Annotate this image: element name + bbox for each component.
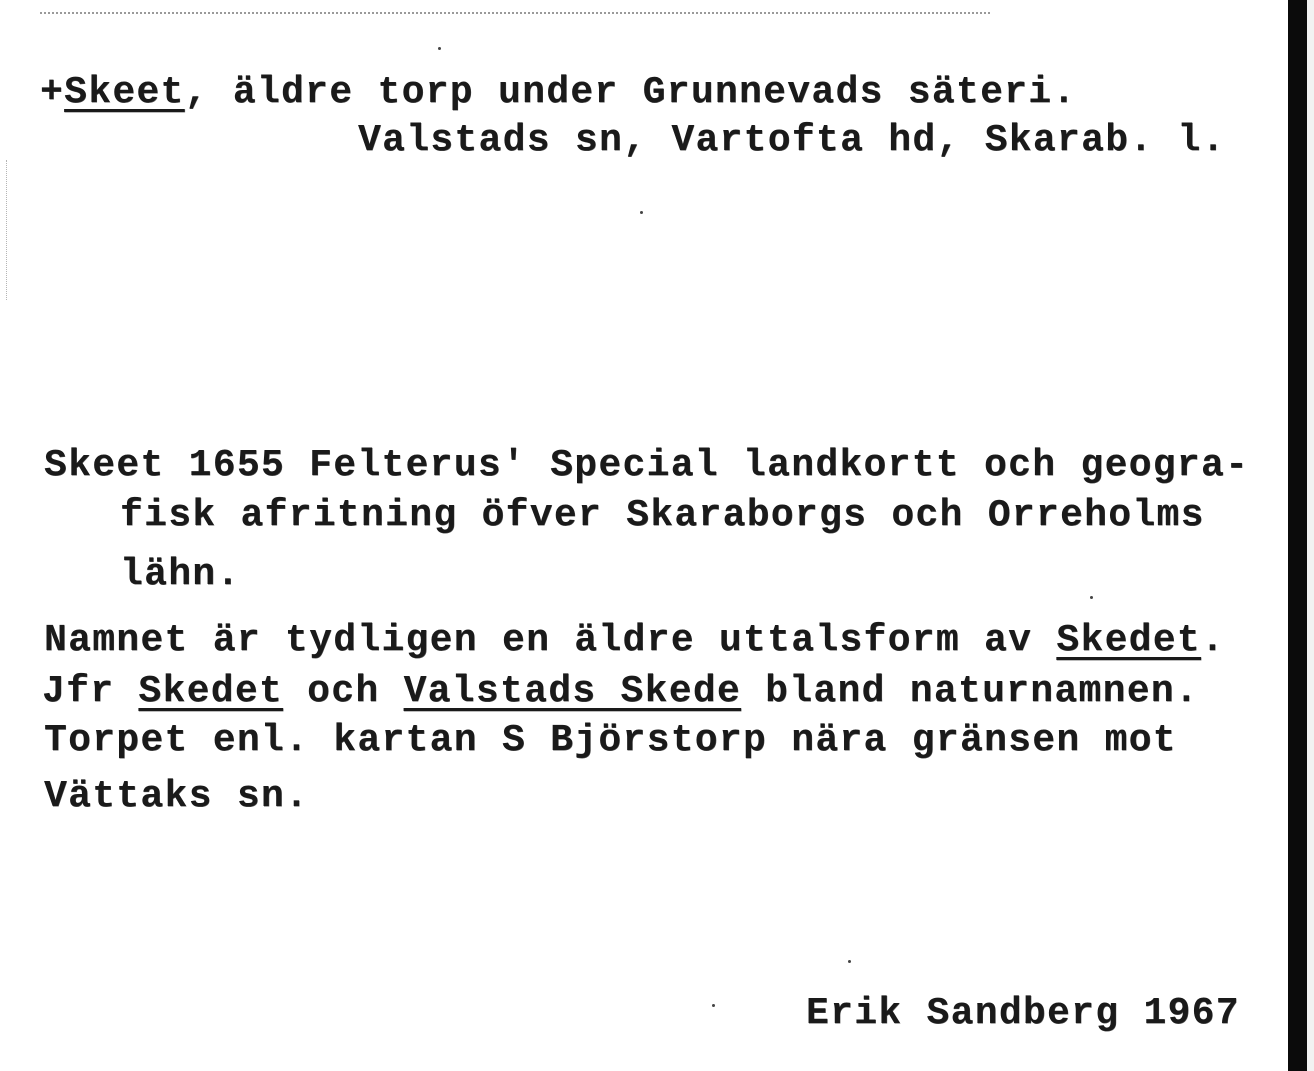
- source-line-1: Skeet 1655 Felterus' Special landkortt och geogra-: [44, 444, 1250, 487]
- source-line-3: lähn.: [120, 553, 241, 596]
- location-line: Valstads sn, Vartofta hd, Skarab. l.: [358, 119, 1226, 162]
- note-line-1-text: Namnet är tydligen en äldre uttalsform av: [44, 619, 1057, 662]
- note-line-3: Torpet enl. kartan S Björstorp nära gränsen mot: [44, 719, 1177, 762]
- note-link-skedet-2: Skedet: [138, 670, 284, 713]
- note-link-valstads-skede: Valstads Skede: [403, 670, 742, 713]
- card-left-edge: [6, 160, 7, 300]
- heading-name: Skeet: [64, 71, 185, 114]
- signature: Erik Sandberg 1967: [806, 992, 1240, 1035]
- scan-speck: [848, 960, 851, 963]
- note-line-1-end: .: [1200, 619, 1226, 662]
- card-right-edge-shadow: [1307, 0, 1314, 1071]
- source-line-2: fisk afritning öfver Skaraborgs och Orreholms: [120, 494, 1205, 537]
- scan-speck: [640, 211, 643, 214]
- scan-speck: [438, 47, 441, 50]
- note-line-2-mid: och: [283, 670, 404, 713]
- note-link-skedet: Skedet: [1056, 619, 1201, 662]
- note-line-2-end: bland naturnamnen.: [741, 670, 1200, 713]
- card-right-edge: [1288, 0, 1307, 1071]
- scan-speck: [1090, 596, 1093, 599]
- heading-description: , äldre torp under Grunnevads säteri.: [184, 71, 1077, 114]
- card-top-edge: [40, 12, 990, 14]
- note-line-2-prefix: Jfr: [42, 670, 139, 713]
- note-line-1: [44, 619, 1226, 662]
- note-line-2: [42, 670, 1200, 713]
- scan-speck: [712, 1004, 715, 1007]
- heading-marker: +: [40, 71, 65, 114]
- note-line-4: Vättaks sn.: [44, 775, 310, 818]
- heading-line: [40, 71, 1077, 114]
